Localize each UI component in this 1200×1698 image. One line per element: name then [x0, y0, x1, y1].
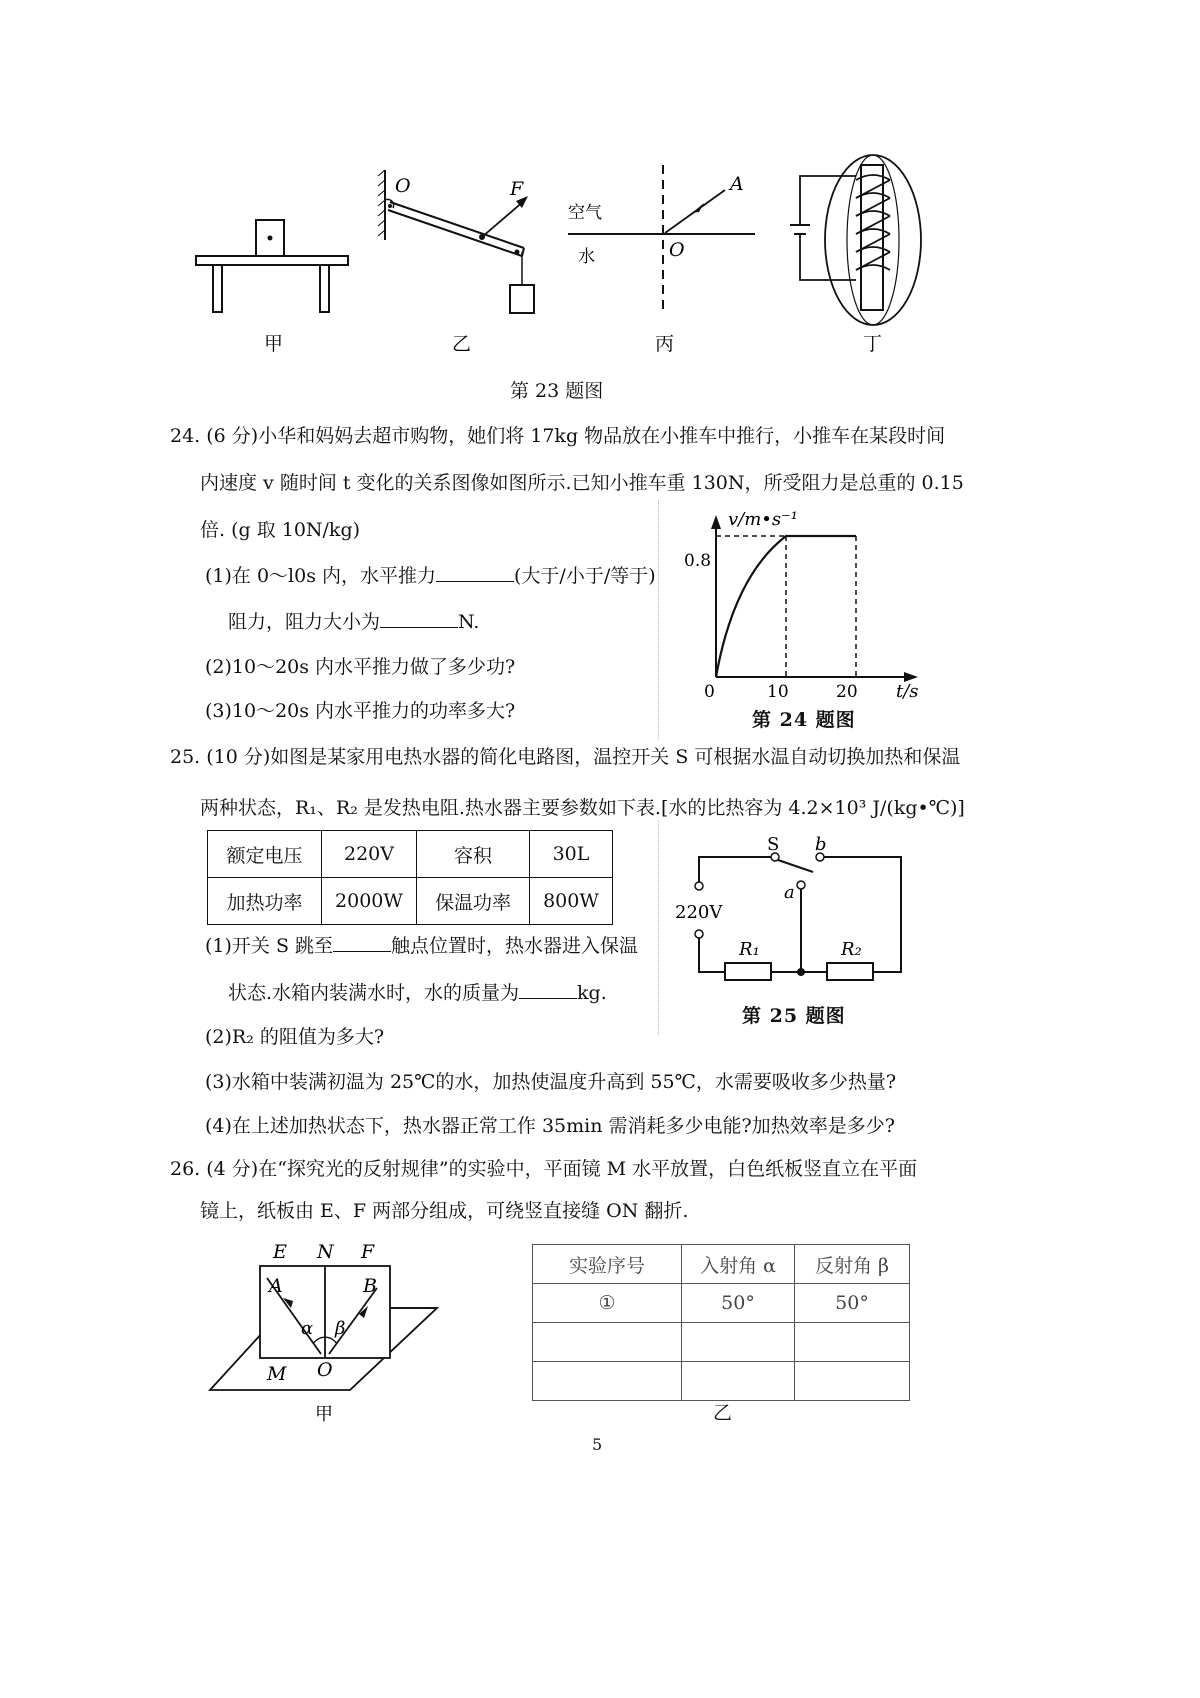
q24-line-2: 内速度 v 随时间 t 变化的关系图像如图所示.已知小推车重 130N，所受阻力是总重的 0.15 [200, 472, 964, 494]
q24-line-1: 24. (6 分)小华和妈妈去超市购物，她们将 17kg 物品放在小推车中推行，小推车在某段时间 [170, 425, 946, 447]
q25-line-2: 两种状态，R₁、R₂ 是发热电阻.热水器主要参数如下表.[水的比热容为 4.2×10³ J/(kg•℃)] [200, 797, 965, 819]
fig26-label-jia: 甲 [315, 1404, 333, 1425]
header-cell: 实验序号 [533, 1245, 682, 1284]
header-cell: 反射角 β [795, 1245, 910, 1284]
q25-line-1: 25. (10 分)如图是某家用电热水器的简化电路图，温控开关 S 可根据水温自动切换加热和保温 [170, 746, 961, 768]
r1-label: R₁ [739, 939, 760, 960]
label-beta: β [335, 1318, 346, 1339]
q24-p1-text-c: 阻力，阻力大小为 [228, 611, 381, 633]
q25-blank-1[interactable] [333, 933, 391, 952]
fig24-caption: 第 24 题图 [752, 709, 856, 731]
voltage-label: 220V [675, 902, 723, 923]
table-row [533, 1284, 910, 1323]
q24-vt-graph [670, 505, 940, 705]
label-f: F [361, 1241, 375, 1263]
fig23-label-jia: 甲 [264, 333, 284, 355]
contact-b-label: b [815, 834, 827, 855]
q25-p1-text-c: 状态.水箱内装满水时，水的质量为 [228, 982, 520, 1004]
q24-p1-text-b: (大于/小于/等于) [514, 565, 656, 587]
q25-part-2: (2)R₂ 的阻值为多大? [205, 1026, 385, 1048]
q24-part-3: (3)10～20s 内水平推力的功率多大? [205, 700, 516, 722]
q25-circuit-diagram [665, 830, 925, 990]
label-n: N [317, 1241, 334, 1263]
cell: 50° [795, 1284, 910, 1323]
x-tick-10: 10 [767, 682, 789, 702]
q25-spec-table [207, 830, 613, 925]
cell[interactable] [682, 1362, 795, 1401]
table-row [208, 878, 613, 925]
table-row [533, 1362, 910, 1401]
divider [658, 820, 659, 1035]
q24-blank-1[interactable] [436, 563, 514, 582]
cell: 30L [530, 831, 613, 878]
cell: 220V [322, 831, 417, 878]
cell: 800W [530, 878, 613, 925]
fig26-label-yi: 乙 [713, 1402, 733, 1424]
fig23-bing-a-label: A [730, 173, 744, 195]
q26-experiment-table [532, 1244, 910, 1401]
fig23-bing-air-label: 空气 [568, 203, 602, 223]
resistor-r1 [725, 963, 771, 980]
fig23-caption: 第 23 题图 [510, 380, 604, 402]
label-b: B [363, 1275, 377, 1297]
q24-line-3: 倍. (g 取 10N/kg) [200, 519, 361, 541]
figure-23 [180, 150, 960, 380]
cell[interactable] [795, 1323, 910, 1362]
fig23-ding-diagram [790, 155, 921, 325]
label-o: O [317, 1359, 333, 1381]
header-cell: 入射角 α [682, 1245, 795, 1284]
q25-part-1 [205, 933, 638, 959]
q24-part-2: (2)10～20s 内水平推力做了多少功? [205, 656, 516, 678]
label-a: A [269, 1275, 283, 1297]
q24-p1-text-a: (1)在 0～l0s 内，水平推力 [205, 565, 436, 587]
fig23-bing-water-label: 水 [578, 247, 595, 267]
label-m: M [267, 1363, 287, 1385]
fig23-label-yi: 乙 [452, 333, 472, 355]
q26-line-1: 26. (4 分)在“探究光的反射规律”的实验中，平面镜 M 水平放置，白色纸板竖直立在平面 [170, 1158, 918, 1180]
label-e: E [273, 1241, 287, 1263]
label-alpha: α [301, 1318, 314, 1339]
fig23-label-bing: 丙 [655, 333, 675, 355]
q25-part-1-cont [228, 980, 607, 1006]
fig23-bing-o-label: O [669, 239, 685, 261]
q25-p1-text-a: (1)开关 S 跳至 [205, 935, 334, 957]
cell[interactable] [533, 1362, 682, 1401]
cell: 容积 [417, 831, 530, 878]
fig23-bing-diagram [568, 165, 755, 315]
q26-reflection-figure [205, 1238, 445, 1428]
x-axis-label: t/s [896, 681, 919, 702]
fig23-yi-o-label: O [395, 175, 411, 197]
cell: 保温功率 [417, 878, 530, 925]
fig23-yi-f-label: F [510, 178, 524, 200]
page-number: 5 [592, 1435, 603, 1454]
cell: 50° [682, 1284, 795, 1323]
q24-part-1-cont [228, 609, 479, 635]
fig23-label-ding: 丁 [863, 333, 883, 355]
q25-blank-2[interactable] [519, 980, 577, 999]
table-header-row [533, 1245, 910, 1284]
q24-p1-text-d: N. [458, 611, 480, 633]
q25-part-4: (4)在上述加热状态下，热水器正常工作 35min 需消耗多少电能?加热效率是多少? [205, 1115, 895, 1137]
q24-blank-2[interactable] [380, 609, 458, 628]
y-axis-label: v/m•s⁻¹ [728, 509, 798, 530]
cell: 2000W [322, 878, 417, 925]
table-row [208, 831, 613, 878]
fig23-jia-diagram [196, 220, 348, 312]
q25-p1-text-d: kg. [577, 982, 607, 1004]
q26-line-2: 镜上，纸板由 E、F 两部分组成，可绕竖直接缝 ON 翻折. [200, 1200, 689, 1222]
divider [658, 500, 659, 740]
table-row [533, 1323, 910, 1362]
cell[interactable] [795, 1362, 910, 1401]
q25-part-3: (3)水箱中装满初温为 25℃的水，加热使温度升高到 55℃，水需要吸收多少热量? [205, 1071, 897, 1093]
cell: 加热功率 [208, 878, 322, 925]
cell[interactable] [533, 1323, 682, 1362]
q24-part-1 [205, 563, 656, 589]
x-tick-20: 20 [836, 682, 858, 702]
cell: ① [533, 1284, 682, 1323]
r2-label: R₂ [841, 939, 862, 960]
cell[interactable] [682, 1323, 795, 1362]
resistor-r2 [827, 963, 873, 980]
y-tick-0.8: 0.8 [684, 551, 712, 571]
fig23-yi-diagram [378, 170, 534, 313]
q25-p1-text-b: 触点位置时，热水器进入保温 [391, 935, 639, 957]
fig25-caption: 第 25 题图 [742, 1005, 846, 1027]
x-tick-0: 0 [704, 682, 715, 702]
switch-s-label: S [767, 834, 780, 855]
cell: 额定电压 [208, 831, 322, 878]
contact-a-label: a [784, 882, 795, 903]
